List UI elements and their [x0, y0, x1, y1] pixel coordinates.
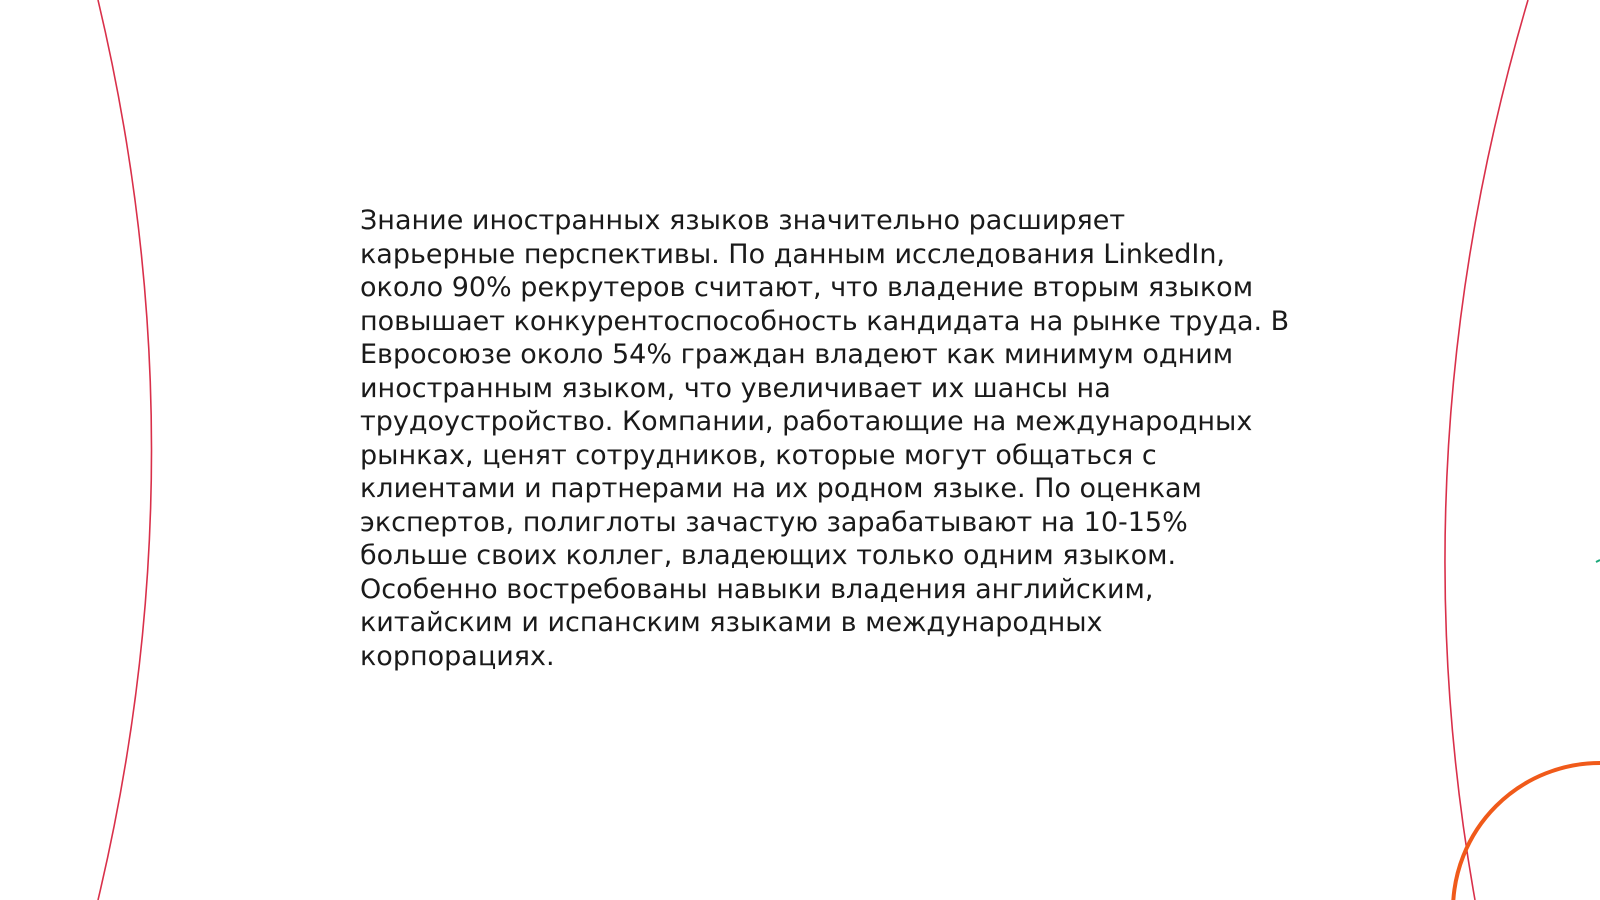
right-edge-accent-mark [1596, 560, 1600, 562]
paragraph-line: экспертов, полиглоты зачастую зарабатывают на 10-15% [360, 506, 1188, 538]
paragraph-line: больше своих коллег, владеющих только одним языком. [360, 540, 1177, 571]
corner-circle-outline [1453, 763, 1600, 900]
paragraph-line: карьерные перспективы. По данным исследования LinkedIn, [360, 238, 1226, 270]
body-paragraph [360, 204, 1290, 673]
paragraph-line: корпорациях. [360, 640, 555, 672]
paragraph-line: Знание иностранных языков значительно расширяет [360, 205, 1126, 236]
left-arc-line [98, 0, 152, 900]
paragraph-line: иностранным языком, что увеличивает их шансы на [360, 372, 1111, 404]
right-arc-line [1445, 0, 1528, 900]
paragraph-line: Евросоюзе около 54% граждан владеют как минимум одним [360, 339, 1234, 370]
paragraph-line: клиентами и партнерами на их родном языке. По оценкам [360, 473, 1202, 504]
paragraph-line: китайским и испанским языками в международных [360, 607, 1103, 638]
paragraph-line: повышает конкурентоспособность кандидата на рынке труда. В [360, 305, 1290, 337]
paragraph-line: около 90% рекрутеров считают, что владение вторым языком [360, 272, 1254, 303]
paragraph-line: трудоустройство. Компании, работающие на международных [360, 406, 1253, 437]
paragraph-line: Особенно востребованы навыки владения английским, [360, 573, 1154, 605]
paragraph-line: рынках, ценят сотрудников, которые могут общаться с [360, 439, 1157, 471]
